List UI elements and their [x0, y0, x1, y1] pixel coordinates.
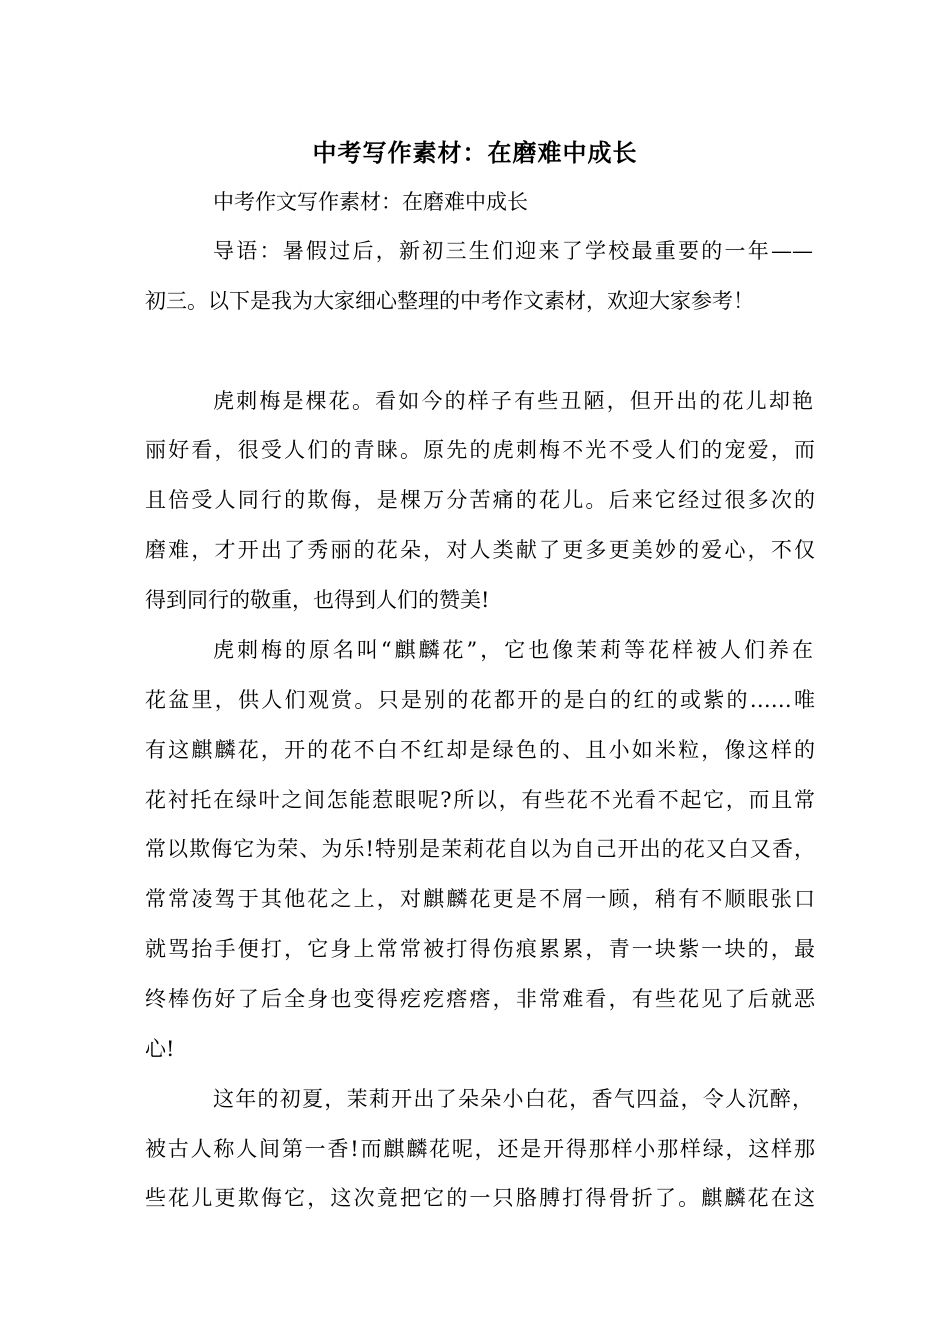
subtitle: 中考作文写作素材：在磨难中成长 — [213, 190, 528, 214]
intro-line: 导语：暑假过后，新初三生们迎来了学校最重要的一年—— — [213, 239, 813, 263]
paragraph-line: 终棒伤好了后全身也变得疙疙瘩瘩，非常难看，有些花见了后就恶 — [145, 987, 815, 1011]
paragraph-line: 些花儿更欺侮它，这次竟把它的一只胳膊打得骨折了。麒麟花在这 — [145, 1186, 815, 1210]
paragraph-line: 这年的初夏，茉莉开出了朵朵小白花，香气四益，令人沉醉， — [213, 1087, 813, 1111]
paragraph-line: 且倍受人同行的欺侮，是棵万分苦痛的花儿。后来它经过很多次的 — [145, 488, 815, 512]
paragraph-line: 有这麒麟花，开的花不白不红却是绿色的、且小如米粒，像这样的 — [145, 738, 815, 762]
paragraph-line: 就骂抬手便打，它身上常常被打得伤痕累累，青一块紫一块的，最 — [145, 937, 815, 961]
intro-line: 初三。以下是我为大家细心整理的中考作文素材，欢迎大家参考！ — [145, 289, 754, 313]
paragraph-line: 虎刺梅的原名叫“麒麟花”，它也像茉莉等花样被人们养在 — [213, 638, 813, 662]
paragraph-line: 虎刺梅是棵花。看如今的样子有些丑陋，但开出的花儿却艳 — [213, 389, 813, 413]
paragraph-line: 花衬托在绿叶之间怎能惹眼呢?所以，有些花不光看不起它，而且常 — [145, 788, 815, 812]
paragraph-line: 花盆里，供人们观赏。只是别的花都开的是白的红的或紫的……唯 — [145, 688, 815, 712]
paragraph-line: 得到同行的敬重，也得到人们的赞美! — [145, 588, 490, 612]
paragraph-line: 心! — [145, 1037, 175, 1061]
paragraph-line: 磨难，才开出了秀丽的花朵，对人类献了更多更美妙的爱心，不仅 — [145, 538, 815, 562]
document-title: 中考写作素材：在磨难中成长 — [312, 138, 638, 167]
paragraph-line: 丽好看，很受人们的青睐。原先的虎刺梅不光不受人们的宠爱，而 — [145, 438, 815, 462]
paragraph-line: 被古人称人间第一香!而麒麟花呢，还是开得那样小那样绿，这样那 — [145, 1137, 815, 1161]
paragraph-line: 常常凌驾于其他花之上，对麒麟花更是不屑一顾，稍有不顺眼张口 — [145, 887, 815, 911]
paragraph-line: 常以欺侮它为荣、为乐!特别是茉莉花自以为自己开出的花又白又香， — [145, 837, 815, 861]
